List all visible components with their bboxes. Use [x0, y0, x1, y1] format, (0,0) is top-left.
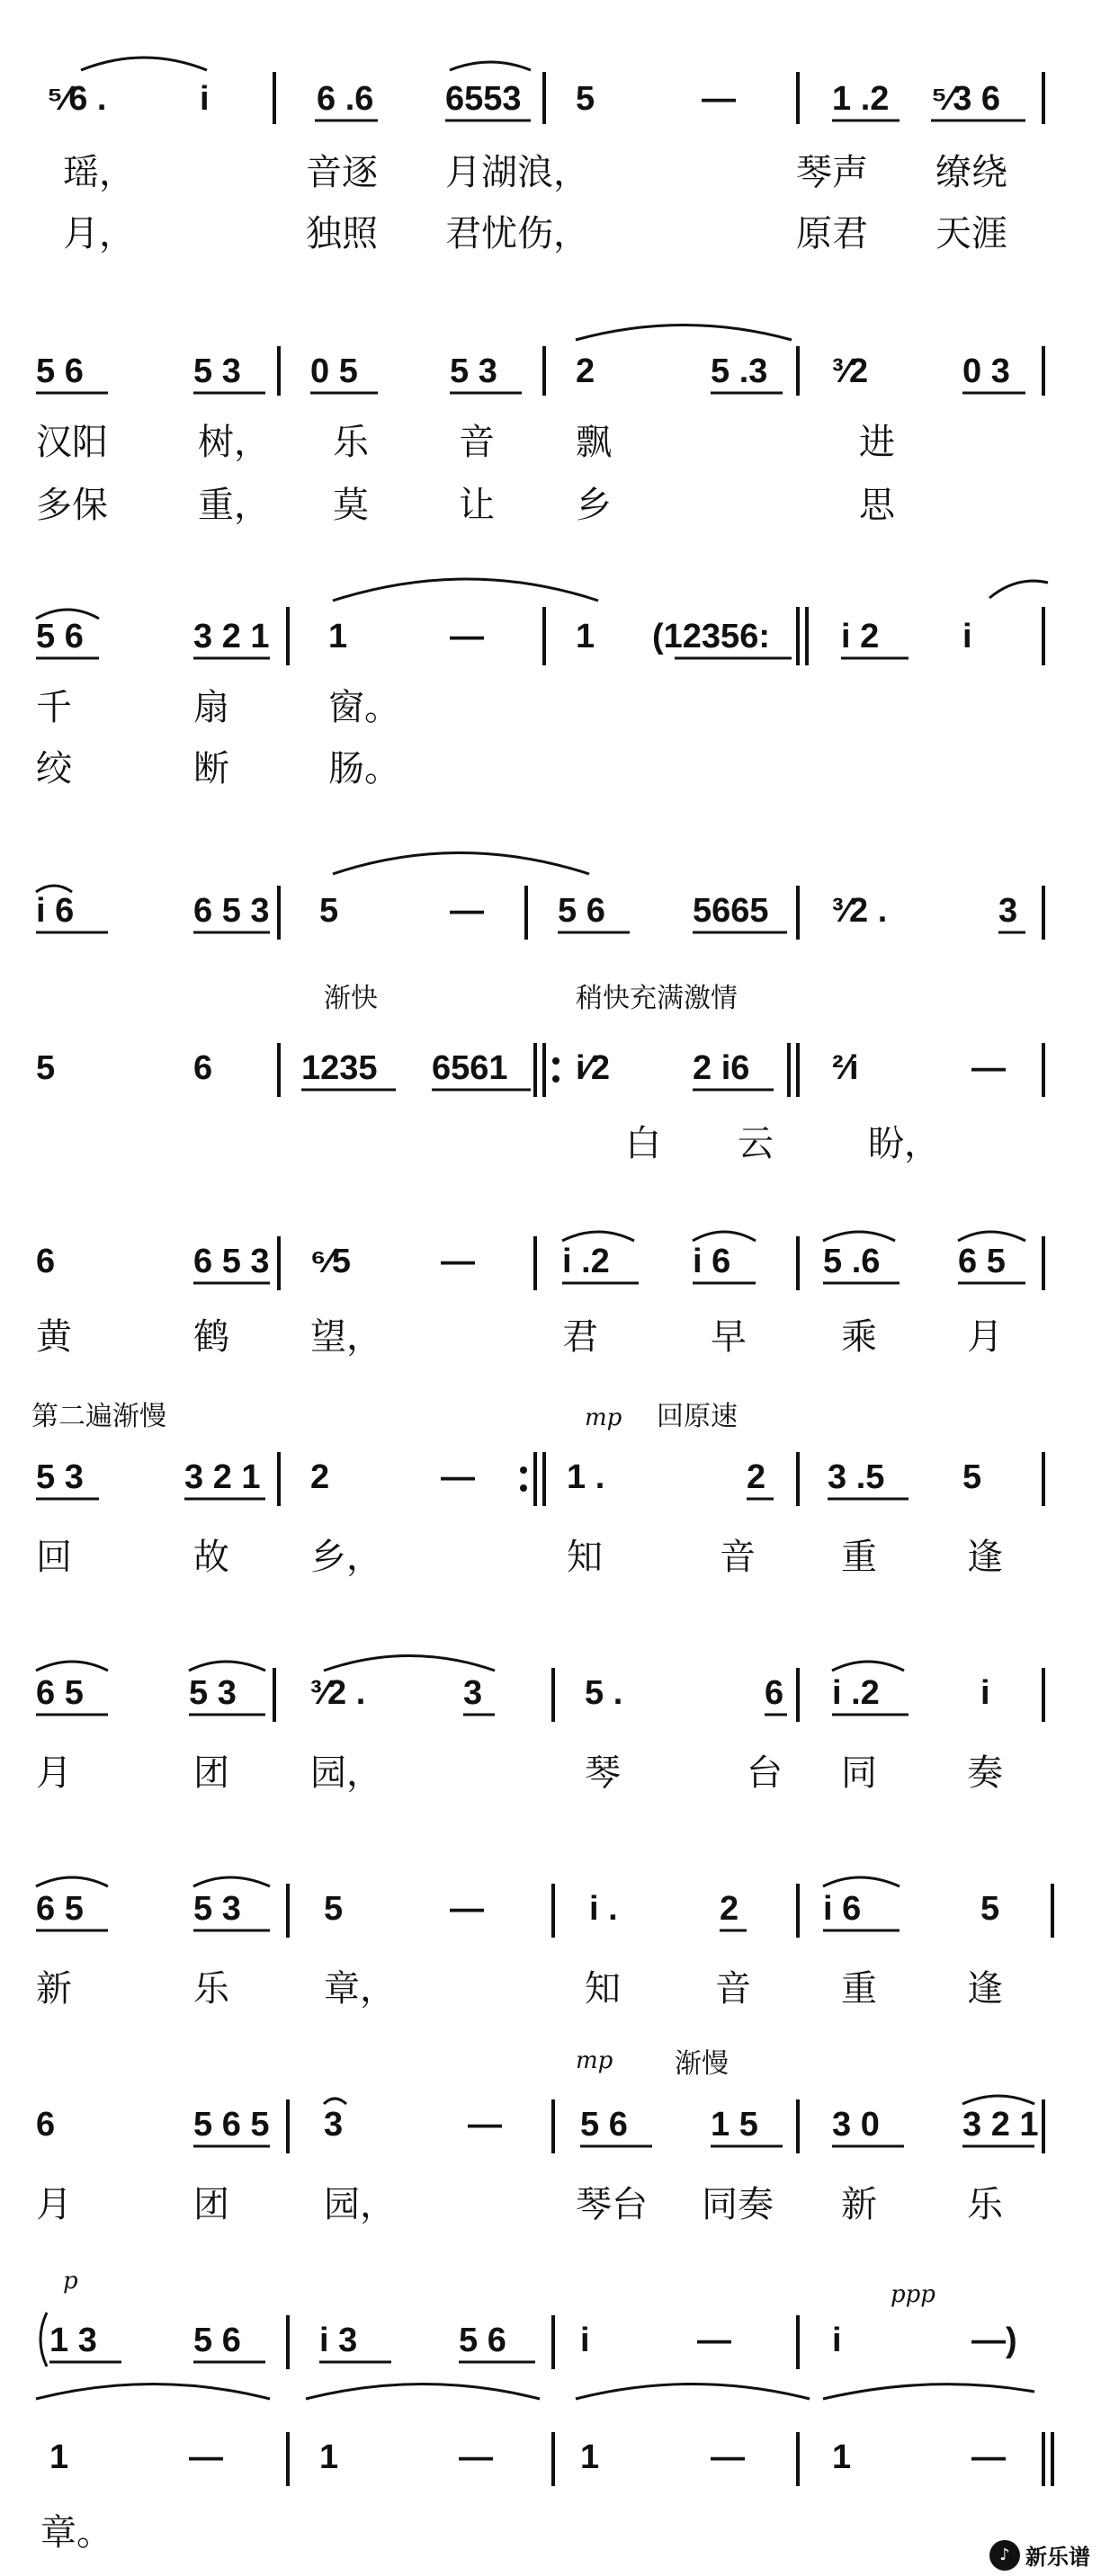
lyric: 断	[193, 748, 229, 789]
note: 3	[463, 1674, 483, 1712]
slur	[450, 62, 531, 70]
note: 1	[49, 2438, 69, 2476]
slur	[36, 1662, 108, 1671]
slur	[333, 579, 598, 601]
note: 5 6	[580, 2106, 628, 2144]
lyric: 肠。	[328, 748, 400, 789]
dynamic-marking: ppp	[891, 2281, 935, 2308]
lyric: 瑶，	[63, 152, 135, 193]
note: 5 6	[193, 2322, 241, 2359]
slur	[333, 853, 589, 875]
lyric: 回	[36, 1537, 72, 1578]
lyric: 乡	[576, 485, 612, 526]
slur	[576, 325, 792, 341]
slur	[989, 581, 1048, 598]
lyric: 园，	[324, 2184, 396, 2225]
note: —	[189, 2438, 223, 2476]
lyric: 园，	[310, 1752, 382, 1794]
lyric: 重	[841, 1968, 877, 2010]
note: i	[580, 2322, 590, 2359]
note: ²⁄i	[832, 1049, 859, 1087]
repeat-dot	[552, 1057, 559, 1065]
lyric: 早	[711, 1316, 747, 1358]
note: 6 5	[36, 1674, 84, 1712]
note: i 6	[36, 892, 75, 930]
note: 3	[998, 892, 1018, 930]
bracket-paren	[40, 2313, 47, 2367]
note: 5	[980, 1890, 1000, 1928]
note: —	[971, 2438, 1006, 2476]
note: 2	[310, 1458, 330, 1496]
score-row-4	[36, 853, 1043, 940]
lyric: 白	[625, 1123, 661, 1164]
score-row-8	[36, 1656, 1043, 1795]
note: 0 3	[962, 352, 1010, 390]
lyric: 同	[841, 1752, 877, 1794]
lyric: 月湖浪，	[445, 152, 589, 193]
lyric: 同奏	[702, 2184, 774, 2225]
note: 1	[832, 2438, 852, 2476]
lyric: 天涯	[935, 213, 1007, 254]
lyric: 进	[859, 422, 895, 463]
score-row-5	[36, 983, 1043, 1164]
note: i	[980, 1674, 990, 1712]
lyric: 乐	[193, 1968, 229, 2010]
fermata-arc	[324, 2099, 346, 2104]
note: —)	[971, 2322, 1017, 2359]
lyric: 缭绕	[935, 152, 1007, 193]
note: 6	[765, 1674, 784, 1712]
lyric: 新	[36, 1968, 72, 2010]
tempo-marking: 渐快	[324, 983, 378, 1014]
note: i⁄2	[576, 1049, 611, 1087]
note: —	[468, 2106, 502, 2144]
lyric: 独照	[306, 213, 378, 254]
tie	[36, 2384, 270, 2400]
note: —	[441, 1458, 475, 1496]
slur	[693, 1232, 756, 1241]
note: i 3	[319, 2322, 358, 2359]
note: 3 2 1	[184, 1458, 261, 1496]
lyric: 月，	[63, 213, 135, 254]
note: 2	[747, 1458, 766, 1496]
note: —	[697, 2322, 731, 2359]
repeat-dot	[552, 1075, 559, 1083]
note: 2 i6	[693, 1049, 750, 1087]
dynamic-marking: mp	[585, 1404, 622, 1431]
lyric: 乐	[333, 422, 369, 463]
note: 5 3	[189, 1674, 237, 1712]
lyric: 窗。	[328, 687, 400, 728]
note: 3 .5	[828, 1458, 885, 1496]
dynamic-marking: mp	[576, 2047, 613, 2074]
lyric: 盼，	[868, 1123, 940, 1164]
note: 0 5	[310, 352, 358, 390]
score-row-6	[36, 1232, 1043, 1358]
note: 1 3	[49, 2322, 97, 2359]
note: 6 5 3	[193, 1243, 270, 1280]
lyric: 故	[193, 1537, 229, 1578]
tie	[306, 2384, 540, 2400]
score-row-9	[36, 1877, 1052, 2010]
note: ⁵⁄3 6	[931, 80, 1001, 118]
expression-marking: 稍快充满激情	[576, 983, 738, 1014]
note: 5 .	[585, 1674, 623, 1712]
lyric: 乐	[967, 2184, 1003, 2225]
tempo-marking: 渐慢	[675, 2048, 729, 2080]
score-row-11	[40, 2268, 1017, 2369]
slur	[562, 1232, 634, 1241]
note: 6 .6	[317, 80, 374, 118]
note: ³⁄2	[832, 352, 869, 390]
lyric: 让	[459, 485, 495, 526]
slur	[832, 1662, 904, 1671]
note: 5 6	[558, 892, 605, 930]
lyric: 月	[967, 1316, 1003, 1358]
note: 5	[324, 1890, 344, 1928]
note: i .2	[832, 1674, 880, 1712]
note: 2	[720, 1890, 739, 1928]
note: —	[971, 1049, 1006, 1087]
note: 5 3	[193, 1890, 241, 1928]
note: 5	[36, 1049, 56, 1087]
brand-name: 新乐谱	[1025, 2545, 1090, 2570]
note: 5 3	[450, 352, 497, 390]
lyric: 多保	[36, 485, 108, 526]
lyric: 重，	[198, 485, 270, 526]
note: 1 .2	[832, 80, 890, 118]
note: 6	[36, 2106, 56, 2144]
note: 5	[962, 1458, 982, 1496]
lyric: 乡，	[310, 1537, 382, 1578]
dynamic-marking: p	[63, 2268, 78, 2295]
note: 3 2 1	[193, 618, 270, 655]
lyric: 月	[36, 2184, 72, 2225]
lyric: 团	[193, 2184, 229, 2225]
score-row-10	[36, 2047, 1043, 2225]
note: (12356:	[652, 618, 770, 655]
lyric: 千	[36, 687, 72, 728]
slur	[36, 886, 72, 892]
lyric: 乘	[841, 1316, 877, 1358]
note: 1235	[301, 1049, 378, 1087]
tie	[576, 2384, 810, 2400]
lyric: 音	[459, 422, 495, 463]
lyric: 重	[841, 1537, 877, 1578]
slur	[324, 1656, 495, 1671]
lyric: 音逐	[306, 152, 378, 193]
note: 6553	[445, 80, 522, 118]
lyric: 奏	[967, 1752, 1003, 1794]
note: ³⁄2 .	[310, 1674, 366, 1712]
note: 6	[193, 1049, 213, 1087]
music-note-icon: ♪	[989, 2540, 1020, 2571]
lyric: 鹤	[193, 1316, 229, 1358]
lyric: 扇	[193, 687, 229, 728]
note: i 6	[823, 1890, 862, 1928]
lyric: 黄	[36, 1316, 72, 1358]
note: 3 0	[832, 2106, 880, 2144]
lyric: 莫	[333, 485, 369, 526]
note: —	[459, 2438, 493, 2476]
note: 1 .	[567, 1458, 605, 1496]
score-row-12	[36, 2384, 1052, 2554]
lyric: 月	[36, 1752, 72, 1794]
note: 5 6	[36, 618, 84, 655]
note: 3	[324, 2106, 344, 2144]
note: 1	[319, 2438, 339, 2476]
slur	[193, 1877, 270, 1886]
lyric: 君	[562, 1316, 598, 1358]
lyric: 音	[720, 1537, 756, 1578]
slur	[823, 1877, 900, 1886]
lyric: 琴声	[796, 152, 868, 193]
note: 5665	[693, 892, 769, 930]
note: 1	[580, 2438, 600, 2476]
note: 6561	[432, 1049, 508, 1087]
score-row-2	[36, 325, 1043, 527]
note: 5 6	[459, 2322, 506, 2359]
lyric: 知	[567, 1537, 603, 1578]
slur	[189, 1662, 265, 1671]
note: 5	[319, 892, 339, 930]
lyric: 新	[841, 2184, 877, 2225]
note: i .	[589, 1890, 618, 1928]
note: —	[450, 892, 484, 930]
note: 5 6 5	[193, 2106, 270, 2144]
note: 1 5	[711, 2106, 758, 2144]
lyric: 飘	[576, 422, 612, 463]
slur	[81, 58, 207, 70]
note: 1	[576, 618, 595, 655]
lyric: 汉阳	[36, 422, 108, 463]
lyric: 知	[585, 1968, 621, 2010]
note: i 2	[841, 618, 880, 655]
lyric: 章。	[40, 2512, 112, 2554]
note: 3 2 1	[962, 2106, 1039, 2144]
score-row-3	[36, 579, 1048, 789]
tempo-marking: 回原速	[657, 1401, 738, 1432]
note: 6 5	[958, 1243, 1006, 1280]
lyric: 逢	[967, 1968, 1003, 2010]
note: —	[450, 1890, 484, 1928]
tempo-marking: 第二遍渐慢	[31, 1401, 166, 1432]
note: 5 3	[193, 352, 241, 390]
note: 5 6	[36, 352, 84, 390]
note: ³⁄2 .	[832, 892, 888, 930]
lyric: 琴台	[576, 2184, 648, 2225]
note: —	[441, 1243, 475, 1280]
lyric: 台	[747, 1752, 783, 1794]
note: i	[200, 80, 210, 118]
repeat-dot	[520, 1466, 527, 1474]
note: —	[702, 80, 736, 118]
lyric: 琴	[585, 1752, 621, 1794]
slur	[36, 1877, 108, 1886]
note: 5	[576, 80, 595, 118]
score-row-7	[31, 1401, 1043, 1578]
note: ⁶⁄5	[310, 1243, 351, 1280]
note: 6	[36, 1243, 56, 1280]
note: i 6	[693, 1243, 731, 1280]
tie	[823, 2384, 1034, 2399]
note: 5 3	[36, 1458, 84, 1496]
lyric: 云	[738, 1123, 774, 1164]
note: ⁵⁄6 .	[47, 80, 107, 118]
slur	[958, 1232, 1025, 1241]
note: 6 5	[36, 1890, 84, 1928]
score-row-1	[47, 58, 1043, 254]
site-watermark	[989, 2539, 1090, 2571]
note: 5 .3	[711, 352, 768, 390]
lyric: 树，	[198, 422, 270, 463]
note: 1	[328, 618, 348, 655]
lyric: 章，	[324, 1968, 396, 2010]
note: —	[711, 2438, 745, 2476]
lyric: 绞	[36, 748, 72, 789]
note: 5 .6	[823, 1243, 881, 1280]
lyric: 逢	[967, 1537, 1003, 1578]
note: —	[450, 618, 484, 655]
note: i	[832, 2322, 842, 2359]
lyric: 望，	[310, 1316, 382, 1358]
repeat-dot	[520, 1484, 527, 1492]
lyric: 音	[715, 1968, 751, 2010]
slur	[823, 1232, 895, 1241]
lyric: 团	[193, 1752, 229, 1794]
note: i .2	[562, 1243, 610, 1280]
lyric: 思	[859, 485, 895, 526]
lyric: 原君	[796, 213, 868, 254]
lyric: 君忧伤，	[445, 213, 589, 254]
slur	[962, 2096, 1034, 2104]
note: 2	[576, 352, 595, 390]
note: i	[962, 618, 972, 655]
note: 6 5 3	[193, 892, 270, 930]
